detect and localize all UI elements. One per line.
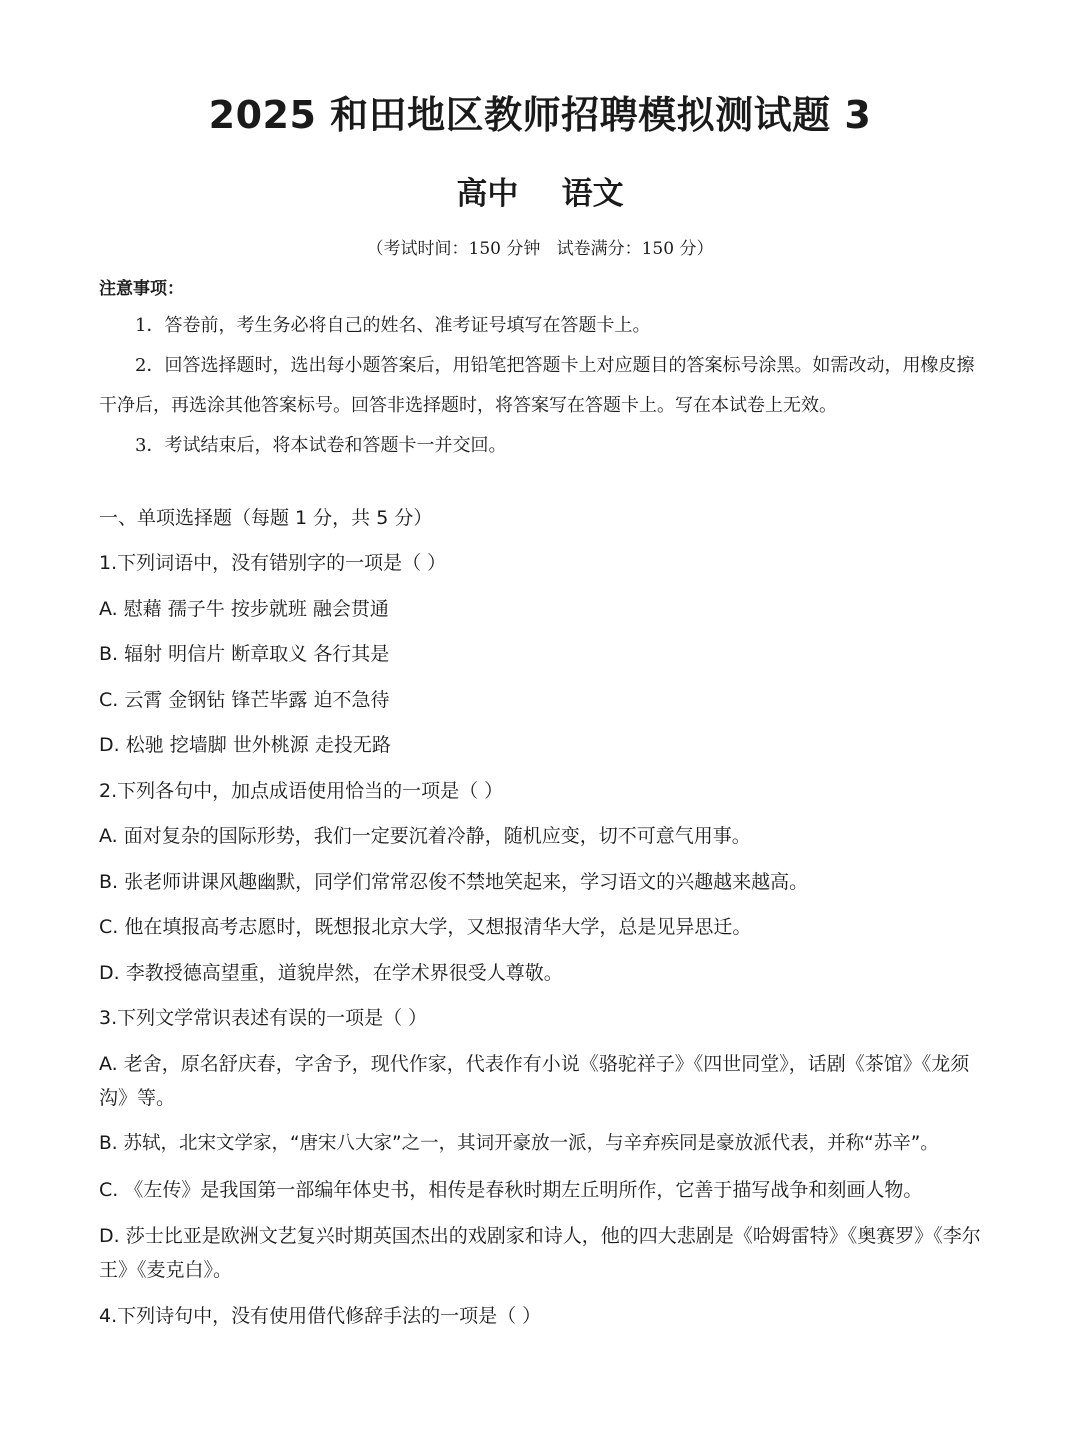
page-title: 2025 和田地区教师招聘模拟测试题 3 bbox=[208, 93, 872, 137]
question-stem: 3.下列文学常识表述有误的一项是（ ） bbox=[99, 1007, 428, 1029]
section-heading: 一、单项选择题（每题 1 分，共 5 分） bbox=[99, 507, 433, 529]
question-option: A. 慰藉 孺子牛 按步就班 融会贯通 bbox=[99, 598, 389, 620]
question-option: B. 张老师讲课风趣幽默，同学们常常忍俊不禁地笑起来，学习语文的兴趣越来越高。 bbox=[99, 871, 809, 893]
question-option: D. 李教授德高望重，道貌岸然，在学术界很受人尊敬。 bbox=[99, 962, 563, 984]
question-stem: 1.下列词语中，没有错别字的一项是（ ） bbox=[99, 552, 447, 574]
notice-item: 1．答卷前，考生务必将自己的姓名、准考证号填写在答题卡上。 bbox=[135, 315, 651, 336]
notice-item: 3．考试结束后，将本试卷和答题卡一并交回。 bbox=[135, 435, 507, 456]
notice-item: 2．回答选择题时，选出每小题答案后，用铅笔把答题卡上对应题目的答案标号涂黑。如需改动，用橡皮擦干净后，再选涂其他答案标号。回答非选择题时，将答案写在答题卡上。写在本试卷上无效。 bbox=[99, 355, 975, 416]
question-option: B. 辐射 明信片 断章取义 各行其是 bbox=[99, 643, 390, 665]
question-option: C. 他在填报高考志愿时，既想报北京大学，又想报清华大学，总是见异思迁。 bbox=[99, 916, 752, 938]
question-stem: 2.下列各句中，加点成语使用恰当的一项是（ ） bbox=[99, 780, 504, 802]
question-option: A. 老舍，原名舒庆春，字舍予，现代作家，代表作有小说《骆驼祥子》《四世同堂》，话剧《茶馆》《龙须沟》等。 bbox=[99, 1053, 970, 1109]
page-subtitle: 高中 语文 bbox=[456, 176, 624, 212]
question-option: D. 松驰 挖墙脚 世外桃源 走投无路 bbox=[99, 734, 391, 756]
question-option: A. 面对复杂的国际形势，我们一定要沉着冷静，随机应变，切不可意气用事。 bbox=[99, 825, 751, 847]
question-option: D. 莎士比亚是欧洲文艺复兴时期英国杰出的戏剧家和诗人，他的四大悲剧是《哈姆雷特》《奥赛罗》《李尔王》《麦克白》。 bbox=[99, 1225, 981, 1281]
notice-heading: 注意事项： bbox=[99, 279, 184, 299]
question-option: C. 云霄 金钢钻 锋芒毕露 迫不急待 bbox=[99, 689, 390, 711]
exam-info: （考试时间：150 分钟 试卷满分：150 分） bbox=[366, 239, 714, 259]
question-option: B. 苏轼，北宋文学家，“唐宋八大家”之一，其词开豪放一派，与辛弃疾同是豪放派代表，并称“苏辛”。 bbox=[99, 1133, 939, 1154]
question-stem: 4.下列诗句中，没有使用借代修辞手法的一项是（ ） bbox=[99, 1305, 542, 1327]
question-option: C. 《左传》是我国第一部编年体史书，相传是春秋时期左丘明所作，它善于描写战争和刻画人物。 bbox=[99, 1179, 923, 1201]
